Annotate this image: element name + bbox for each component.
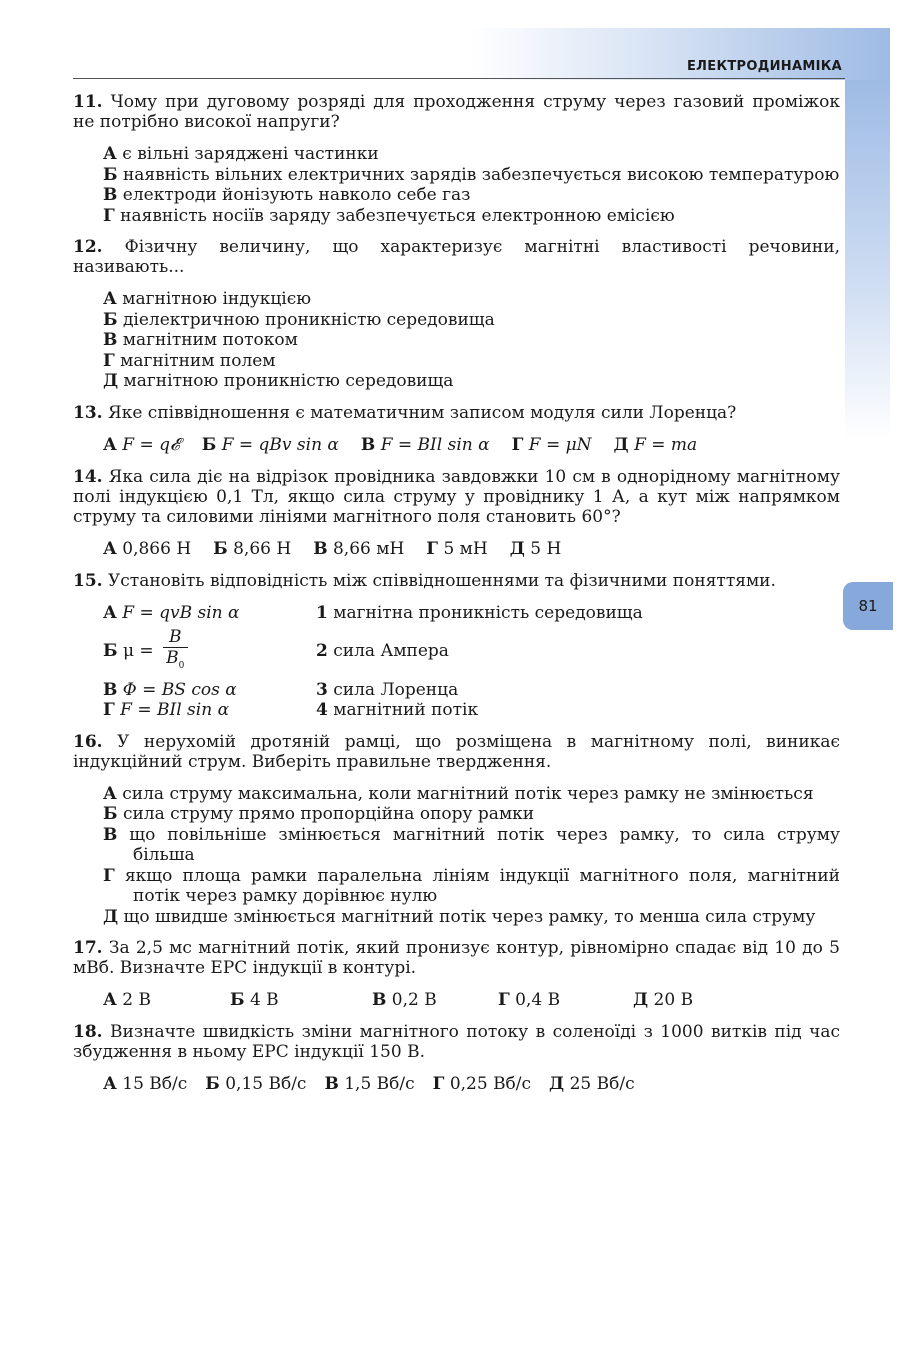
option: Б сила струму прямо пропорційна опору рамки (103, 804, 535, 824)
match-row (103, 603, 840, 623)
option: Д 20 В (633, 990, 694, 1010)
question-11: 11. Чому при дуговому розряді для проходження струму через газовий проміжок не потрібно високої напруги? (73, 92, 840, 132)
question-16: 16. У нерухомій дротяній рамці, що розміщена в магнітному полі, виникає індукційний струм. Виберіть правильне твердження. (73, 731, 840, 772)
match-row (103, 700, 840, 720)
match-right: 4 магнітний потік (316, 699, 479, 720)
option: Б 4 В (230, 990, 279, 1010)
option: Г магнітним полем (103, 350, 276, 371)
option: В F = BIl sin α (360, 434, 490, 455)
option: Г наявність носіїв заряду забезпечується електронною емісією (103, 205, 675, 226)
questions-content (73, 92, 840, 1106)
question-16-options (73, 784, 840, 928)
option: Б діелектричною проникністю середовища (103, 309, 495, 330)
option: Б 8,66 Н (213, 538, 292, 559)
option: Д 5 Н (509, 538, 562, 559)
section-title: ЕЛЕКТРОДИНАМІКА (687, 59, 842, 74)
question-11-options (73, 144, 840, 226)
question-14: 14. Яка сила діє на відрізок провідника завдовжки 10 см в однорідному магнітному полі індукцією 0,1 Тл, якщо сила струму у провіднику 1 А, а кут між напрямком струму та силовими лініями магнітного поля становить 60°? (73, 466, 840, 527)
match-right: 3 сила Лоренца (316, 679, 459, 700)
option: А 2 В (103, 990, 151, 1010)
option: Б 0,15 Вб/с (205, 1074, 307, 1094)
option: В 0,2 В (372, 990, 437, 1010)
header-rule (73, 78, 845, 79)
match-left: В Φ = BS cos α (103, 679, 237, 700)
option: Б F = qBv sin α (201, 434, 339, 455)
fraction: $\frac{B}{B_0}$ (163, 627, 188, 676)
side-gradient (845, 80, 890, 440)
option: А F = q𝓔 (103, 434, 180, 455)
question-13: 13. Яке співвідношення є математичним записом модуля сили Лоренца? (73, 402, 737, 423)
option: В електроди йонізують навколо себе газ (103, 185, 471, 205)
option: В 8,66 мН (313, 538, 405, 559)
option: Г 0,4 В (498, 990, 561, 1010)
option: Д F = ma (613, 434, 698, 455)
option: А сила струму максимальна, коли магнітний потік через рамку не змінюється (103, 783, 814, 804)
option: Д 25 Вб/с (549, 1074, 635, 1094)
question-13-options (103, 435, 840, 455)
option: В що повільніше змінюється магнітний потік через рамку, то сила струму більша (103, 824, 841, 865)
question-12-options (73, 289, 840, 392)
option: В магнітним потоком (103, 330, 298, 350)
option: Г F = μN (511, 434, 592, 455)
option: А є вільні заряджені частинки (103, 144, 379, 164)
match-right: 2 сила Ампера (316, 641, 449, 661)
question-18: 18. Визначте швидкість зміни магнітного потоку в соленоїді з 1000 витків під час збудження в ньому ЕРС індукції 150 В. (73, 1022, 840, 1062)
match-right: 1 магнітна проникність середовища (316, 602, 643, 623)
option: Г 5 мН (426, 538, 488, 559)
page-number: 81 (843, 582, 893, 630)
question-15-matching (103, 603, 840, 720)
question-14-options (103, 539, 840, 559)
option: Д магнітною проникністю середовища (103, 371, 454, 391)
option: Б наявність вільних електричних зарядів забезпечується високою температурою (103, 164, 840, 185)
match-left: А F = qvB sin α (103, 602, 240, 623)
option: А 15 Вб/с (103, 1074, 188, 1094)
match-row (103, 627, 840, 676)
option: Г якщо площа рамки паралельна лініям індукції магнітного поля, магнітний потік через рамку дорівнює нулю (103, 865, 840, 906)
option: В 1,5 Вб/с (324, 1074, 415, 1094)
option: Д що швидше змінюється магнітний потік через рамку, то менша сила струму (103, 906, 816, 927)
question-17: 17. За 2,5 мс магнітний потік, який пронизує контур, рівномірно спадає від 10 до 5 мВб. Визначте ЕРС індукції в контурі. (73, 938, 840, 978)
match-row (103, 680, 840, 700)
match-left: Г F = BIl sin α (103, 699, 230, 720)
option: А магнітною індукцією (103, 289, 312, 309)
option: Г 0,25 Вб/с (432, 1074, 532, 1094)
question-17-options (103, 990, 840, 1010)
question-12: 12. Фізичну величину, що характеризує магнітні властивості речовини, називають... (73, 237, 840, 277)
match-left: Б μ = $\frac{B}{B_0}$ (103, 627, 316, 676)
option: А 0,866 Н (103, 538, 192, 559)
question-15: 15. Установіть відповідність між співвідношеннями та фізичними поняттями. (73, 570, 776, 591)
question-18-options (103, 1074, 840, 1094)
